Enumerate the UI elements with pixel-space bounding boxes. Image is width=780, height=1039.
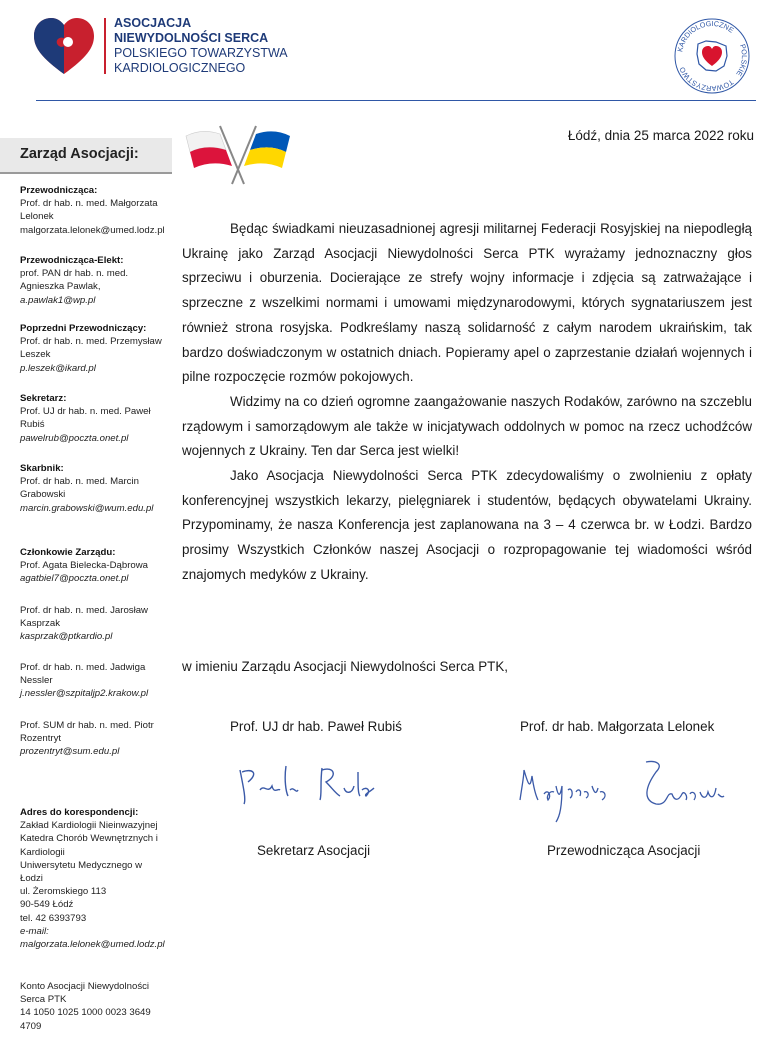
member-email[interactable]: p.leszek@ikard.pl [20, 362, 96, 374]
signature-lelonek [516, 756, 726, 826]
letter-date: Łódź, dnia 25 marca 2022 roku [567, 128, 754, 143]
board-member-email[interactable]: j.nessler@szpitaljp2.krakow.pl [20, 688, 149, 700]
header-rule [36, 100, 756, 101]
member-name: Prof. dr hab. n. med. Marcin [20, 476, 139, 488]
board-block [20, 604, 180, 644]
member-name: Prof. UJ dr hab. n. med. Paweł [20, 406, 151, 418]
member-block [20, 322, 180, 375]
account-number: 14 1050 1025 1000 0023 3649 [20, 1007, 151, 1019]
address-line: ul. Żeromskiego 113 [20, 886, 107, 898]
sidebar-title: Zarząd Asocjacji: [20, 146, 139, 162]
org-line-1: ASOCJACJA [114, 16, 192, 30]
board-block [20, 546, 180, 586]
header-divider [104, 18, 106, 74]
board-member-name: Kasprzak [20, 618, 60, 630]
address-line: Zakład Kardiologii Nieinwazyjnej [20, 820, 158, 832]
address-label: Adres do korespondencji: [20, 807, 139, 818]
member-email[interactable]: marcin.grabowski@wum.edu.pl [20, 502, 154, 514]
letter-closing: w imieniu Zarządu Asocjacji Niewydolności Serca PTK, [182, 659, 508, 674]
board-member-name: Rozentryt [20, 733, 62, 745]
email-label: e-mail: [20, 925, 49, 937]
board-member-name: Prof. Agata Bielecka-Dąbrowa [20, 560, 148, 572]
board-member-name: Prof. dr hab. n. med. Jarosław [20, 605, 148, 616]
address-line: Kardiologii [20, 846, 65, 858]
member-role: Sekretarz: [20, 393, 67, 404]
account-number: 4709 [20, 1020, 42, 1032]
signatory-name: Prof. dr hab. Małgorzata Lelonek [520, 719, 715, 734]
letter-body [182, 217, 752, 588]
member-name: Grabowski [20, 489, 66, 501]
member-name: Leszek [20, 349, 51, 361]
signature-rubis [236, 760, 382, 810]
member-block [20, 462, 180, 515]
account-block [20, 980, 180, 1033]
member-name: Prof. dr hab. n. med. Małgorzata [20, 198, 158, 210]
address-line: Katedra Chorób Wewnętrznych i [20, 833, 158, 845]
member-email[interactable]: a.pawlak1@wp.pl [20, 294, 96, 306]
board-block [20, 719, 180, 759]
org-name [114, 16, 288, 76]
sidebar-title-box [0, 138, 172, 174]
address-line: tel. 42 6393793 [20, 912, 87, 924]
address-block [20, 806, 180, 951]
org-line-3: POLSKIEGO TOWARZYSTWA [114, 46, 288, 60]
board-member-email[interactable]: prozentryt@sum.edu.pl [20, 746, 120, 758]
seal-text-bottom: TOWARZYSTWO [677, 65, 736, 94]
board-member-name: Prof. SUM dr hab. n. med. Piotr [20, 720, 154, 731]
member-role: Poprzedni Przewodniczący: [20, 323, 147, 334]
seal-text-top: KARDIOLOGICZNE [675, 18, 736, 53]
account-label: Serca PTK [20, 994, 67, 1006]
address-line: 90-549 Łódź [20, 899, 74, 911]
address-line: Łodzi [20, 873, 43, 885]
org-line-2: NIEWYDOLNOŚCI SERCA [114, 31, 269, 45]
member-block [20, 184, 180, 237]
poland-ukraine-flags-icon [182, 124, 294, 186]
board-member-name: Nessler [20, 675, 53, 687]
svg-text:POLSKIE [734, 43, 749, 78]
member-role: Przewodnicząca-Elekt: [20, 255, 124, 266]
member-name: Agnieszka Pawlak, [20, 281, 101, 293]
board-member-email[interactable]: agatbiel7@poczta.onet.pl [20, 573, 129, 585]
address-email[interactable]: malgorzata.lelonek@umed.lodz.pl [20, 939, 165, 951]
member-name: Lelonek [20, 211, 54, 223]
board-block [20, 661, 180, 701]
member-name: prof. PAN dr hab. n. med. [20, 268, 129, 280]
signatory-role: Przewodnicząca Asocjacji [547, 843, 701, 858]
paragraph: Jako Asocjacja Niewydolności Serca PTK zdecydowaliśmy o zwolnieniu z opłaty konferencyjnej wszystkich lekarzy, pielęgniarek i studentów, będących obywatelami Ukrainy. Przypominamy, że nasza Konferencja jest zaplanowana na 3 – 4 czerwca br. w Łodzi. Bardzo prosimy Wszystkich Członków naszej Asocjacji o rozpropagowanie tej wiadomości wśród znajomych medyków z Ukrainy. [182, 468, 752, 582]
member-email[interactable]: pawelrub@poczta.onet.pl [20, 432, 129, 444]
member-role: Skarbnik: [20, 463, 64, 474]
member-role: Przewodnicząca: [20, 185, 98, 196]
signatory-name: Prof. UJ dr hab. Paweł Rubiś [230, 719, 402, 734]
board-label: Członkowie Zarządu: [20, 547, 116, 558]
board-member-name: Prof. dr hab. n. med. Jadwiga [20, 662, 146, 673]
paragraph: Widzimy na co dzień ogromne zaangażowanie naszych Rodaków, zarówno na szczeblu rządowym i samorządowym ale także w inicjatywach oddolnych w pomoc na rzecz uchodźców wojennych z Ukrainy. Ten dar Serca jest wielki! [182, 393, 752, 459]
account-label: Konto Asocjacji Niewydolności [20, 981, 150, 992]
ptk-seal [672, 16, 752, 96]
member-email[interactable]: malgorzata.lelonek@umed.lodz.pl [20, 224, 165, 236]
seal-text-right: POLSKIE [734, 42, 750, 79]
asocjacja-heart-logo [32, 16, 96, 76]
signatory-role: Sekretarz Asocjacji [257, 843, 371, 858]
member-block [20, 254, 180, 307]
member-block [20, 392, 180, 445]
board-member-email[interactable]: kasprzak@ptkardio.pl [20, 631, 113, 643]
org-line-4: KARDIOLOGICZNEGO [114, 61, 246, 75]
svg-text:TOWARZYSTWO [677, 65, 735, 93]
paragraph: Będąc świadkami nieuzasadnionej agresji militarnej Federacji Rosyjskiej na niepodległą Ukrainę jako Zarząd Asocjacji Niewydolności Serca PTK wyrażamy jednoznaczny głos sprzeciwu i oburzenia. Docierające ze strefy wojny informacje i zdjęcia są zatrważające i sprzeczne z wszelkimi normami i umowami międzynarodowymi, których sygnatariuszem jest również strona rosyjska. Podkreślamy naszą solidarność z całym narodem ukraińskim, tak bardzo doświadczonym w ostatnich dniach. Popieramy apel o zaprzestanie działań wojennych i pilne rozpoczęcie rozmów pokojowych. [182, 221, 752, 385]
member-name: Rubiś [20, 419, 45, 431]
address-line: Uniwersytetu Medycznego w [20, 859, 143, 871]
member-name: Prof. dr hab. n. med. Przemysław [20, 336, 162, 348]
